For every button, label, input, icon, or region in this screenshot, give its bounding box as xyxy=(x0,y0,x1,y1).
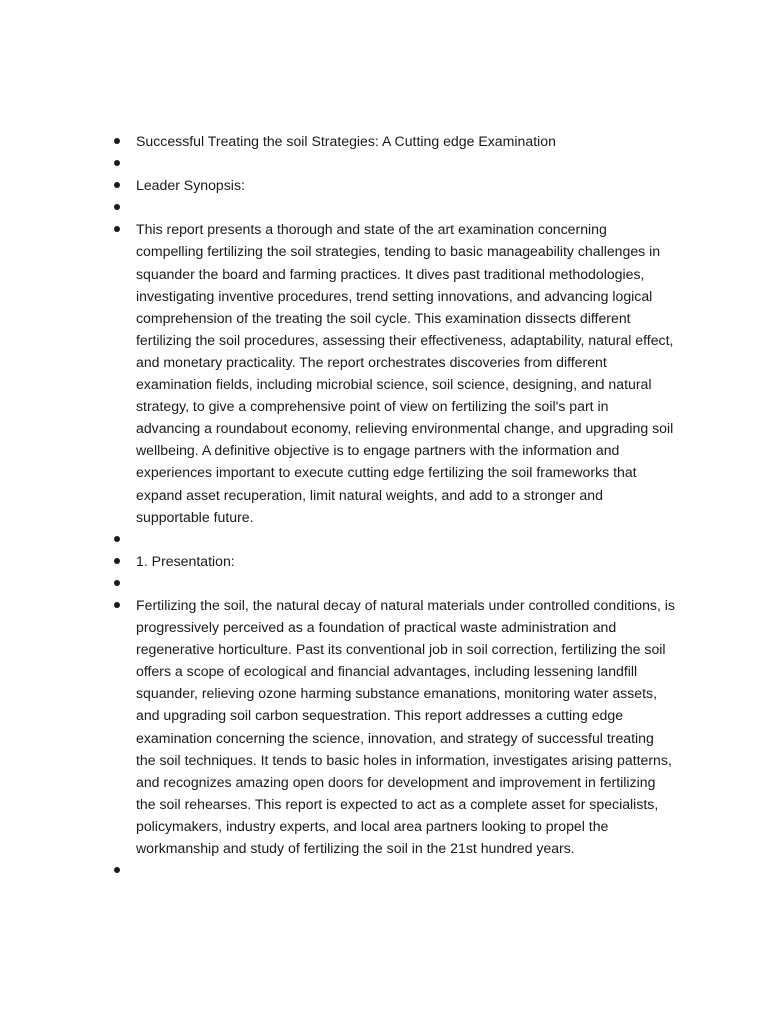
bullet-icon xyxy=(114,580,120,586)
bullet-list xyxy=(0,130,768,881)
bullet-item-paragraph xyxy=(0,218,676,527)
bullet-icon xyxy=(114,558,120,564)
bullet-item-empty xyxy=(0,528,676,550)
document-title: Successful Treating the soil Strategies: A Cutting edge Examination xyxy=(136,133,556,149)
bullet-icon xyxy=(114,602,120,608)
bullet-text xyxy=(136,528,676,550)
bullet-item-empty xyxy=(0,859,676,881)
bullet-icon xyxy=(114,226,120,232)
presentation-paragraph: Fertilizing the soil, the natural decay of natural materials under controlled conditions, is progressively perceived as a foundation of practical waste administration and regenerative horticulture. Past its conventional job in soil correction, fertilizing the soil offers a scope of ecological and financial advantages, including lessening landfill squander, relieving ozone harming substance emanations, monitoring water assets, and upgrading soil carbon sequestration. This report addresses a cutting edge examination concerning the science, innovation, and strategy of successful treating the soil techniques. It tends to basic holes in information, investigates arising patterns, and recognizes amazing open doors for development and improvement in fertilizing the soil rehearses. This report is expected to act as a complete asset for specialists, policymakers, industry experts, and local area partners looking to propel the workmanship and study of fertilizing the soil in the 21st hundred years. xyxy=(136,596,675,856)
bullet-icon xyxy=(114,138,120,144)
bullet-icon xyxy=(114,160,120,166)
bullet-text xyxy=(136,859,676,881)
bullet-item-empty xyxy=(0,196,676,218)
bullet-item-paragraph xyxy=(0,594,676,859)
synopsis-paragraph: This report presents a thorough and state of the art examination concerning compelling fertilizing the soil strategies, tending to basic manageability challenges in squander the board and farming practices. It dives past traditional methodologies, investigating inventive procedures, trend setting innovations, and advancing logical comprehension of the treating the soil cycle. This examination dissects different fertilizing the soil procedures, assessing their effectiveness, adaptability, natural effect, and monetary practicality. The report orchestrates discoveries from different examination fields, including microbial science, soil science, designing, and natural strategy, to give a comprehensive point of view on fertilizing the soil's part in advancing a roundabout economy, relieving environmental change, and upgrading soil wellbeing. A definitive objective is to engage partners with the information and experiences important to execute cutting edge fertilizing the soil frameworks that expand asset recuperation, limit natural weights, and add to a stronger and supportable future. xyxy=(136,221,674,525)
bullet-icon xyxy=(114,204,120,210)
bullet-icon xyxy=(114,867,120,873)
bullet-text xyxy=(136,196,676,218)
bullet-item-empty xyxy=(0,152,676,174)
bullet-text xyxy=(136,152,676,174)
bullet-item-empty xyxy=(0,572,676,594)
bullet-item-heading xyxy=(0,550,676,572)
bullet-item-heading xyxy=(0,174,676,196)
bullet-item-title xyxy=(0,130,676,152)
bullet-icon xyxy=(114,182,120,188)
bullet-text xyxy=(136,572,676,594)
bullet-icon xyxy=(114,536,120,542)
section-heading: 1. Presentation: xyxy=(136,552,235,569)
section-heading: Leader Synopsis: xyxy=(136,177,245,194)
